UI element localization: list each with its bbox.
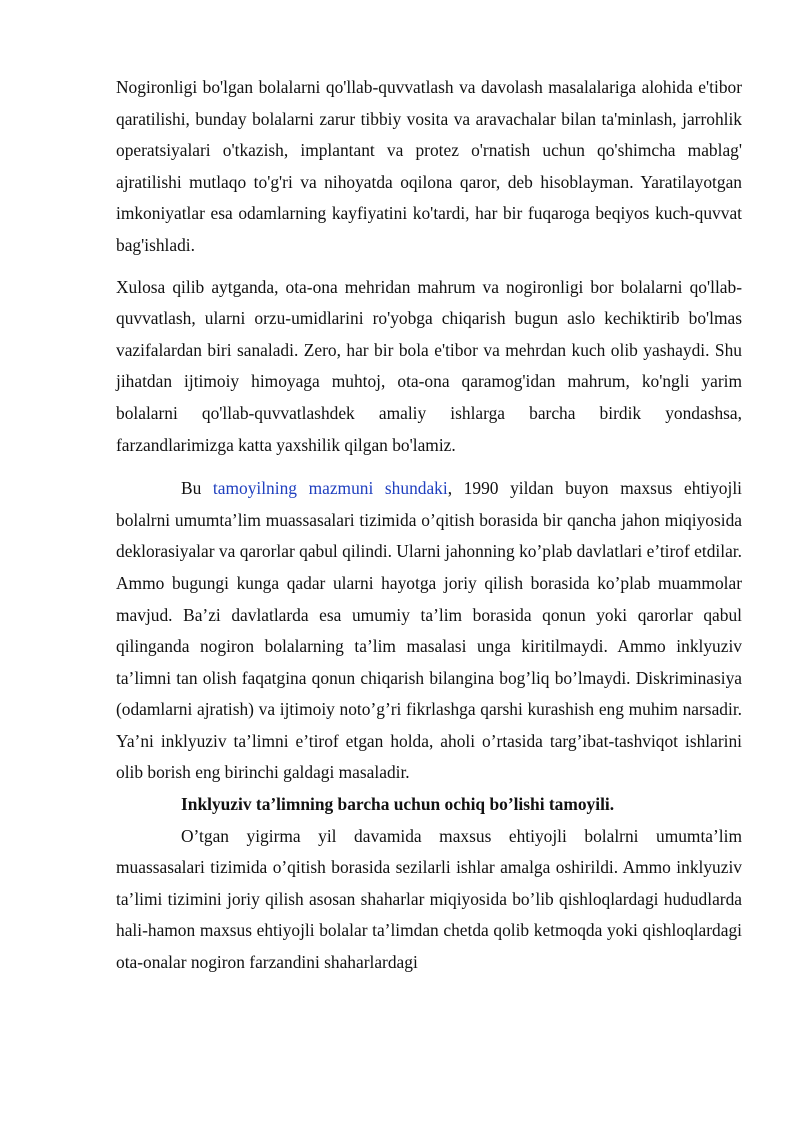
principle-link[interactable]: tamoyilning mazmuni shundaki	[212, 478, 448, 499]
paragraph-principle	[116, 473, 742, 789]
paragraph-support-disabled-children: Nogironligi bo'lgan bolalarni qo'llab-quvvatlash va davolash masalalariga alohida e'tibor qaratilishi, bunday bolalarni zarur tibbiy vosita va aravachalar bilan ta'minlash, jarrohlik operatsiyalari o'tkazish, implantant va protez o'rnatish uchun qo'shimcha mablag' ajratilishi mutlaqo to'g'ri va nihoyatda oqilona qaror, deb hisoblayman. Yaratilayotgan imkoniyatlar esa odamlarning kayfiyatini ko'tardi, har bir fuqaroga beqiyos kuch-quvvat bag'ishladi.	[116, 77, 742, 255]
paragraph-principle-text: , 1990 yildan buyon maxsus ehtiyojli bolalrni umumta’lim muassasalari tizimida o’qitish borasida bir qancha jahon miqiyosida deklorasiyalar va qarorlar qabul qilindi. Ularni jahonning ko’plab davlatlari e’tirof etdilar. Ammo bugungi kunga qadar ularni hayotga joriy qilish borasida ko’plab muammolar mavjud. Ba’zi davlatlarda esa umumiy ta’lim borasida qonun yoki qarorlar qabul qilinganda nogiron bolalarning ta’lim masalasi unga kiritilmaydi. Ammo inklyuziv ta’limni tan olish faqatgina qonun chiqarish bilangina bog’liq bo’lmaydi. Diskriminasiya (odamlarni ajratish) va ijtimoiy noto’g’ri fikrlashga qarshi kurashish eng muhim narsadir. Ya’ni inklyuziv ta’limni e’tirof etgan holda, aholi o’rtasida targ’ibat-tashviqot ishlarini olib borish eng birinchi galdagi masaladir.	[116, 478, 742, 783]
section-heading: Inklyuziv ta’limning barcha uchun ochiq bo’lishi tamoyili.	[181, 794, 615, 815]
paragraph-principle-prefix: Bu	[181, 478, 213, 499]
paragraph-conclusion: Xulosa qilib aytganda, ota-ona mehridan mahrum va nogironligi bor bolalarni qo'llab-quvvatlash, ularni orzu-umidlarini ro'yobga chiqarish bugun aslo kechiktirib bo'lmas vazifalardan biri sanaladi. Zero, har bir bola e'tibor va mehrdan kuch olib yashaydi. Shu jihatdan ijtimoiy himoyaga muhtoj, ota-ona qaramog'idan mahrum, ko'ngli yarim bolalarni qo'llab-quvvatlashdek amaliy ishlarga barcha birdik yondashsa, farzandlarimizga katta yaxshilik qilgan bo'lamiz.	[116, 276, 742, 455]
paragraph-past-twenty-years: O’tgan yigirma yil davamida maxsus ehtiyojli bolalrni umumta’lim muassasalari tizimida o’qitish borasida sezilarli ishlar amalga oshirildi. Ammo inklyuziv ta’limi tizimini joriy qilish asosan shaharlar miqiyosida bo’lib qishloqlardagi hududlarda hali-hamon maxsus ehtiyojli bolalar ta’limdan chetda qolib ketmoqda yoki qishloqlardagi ota-onalar nogiron farzandini shaharlardagi	[116, 825, 742, 973]
